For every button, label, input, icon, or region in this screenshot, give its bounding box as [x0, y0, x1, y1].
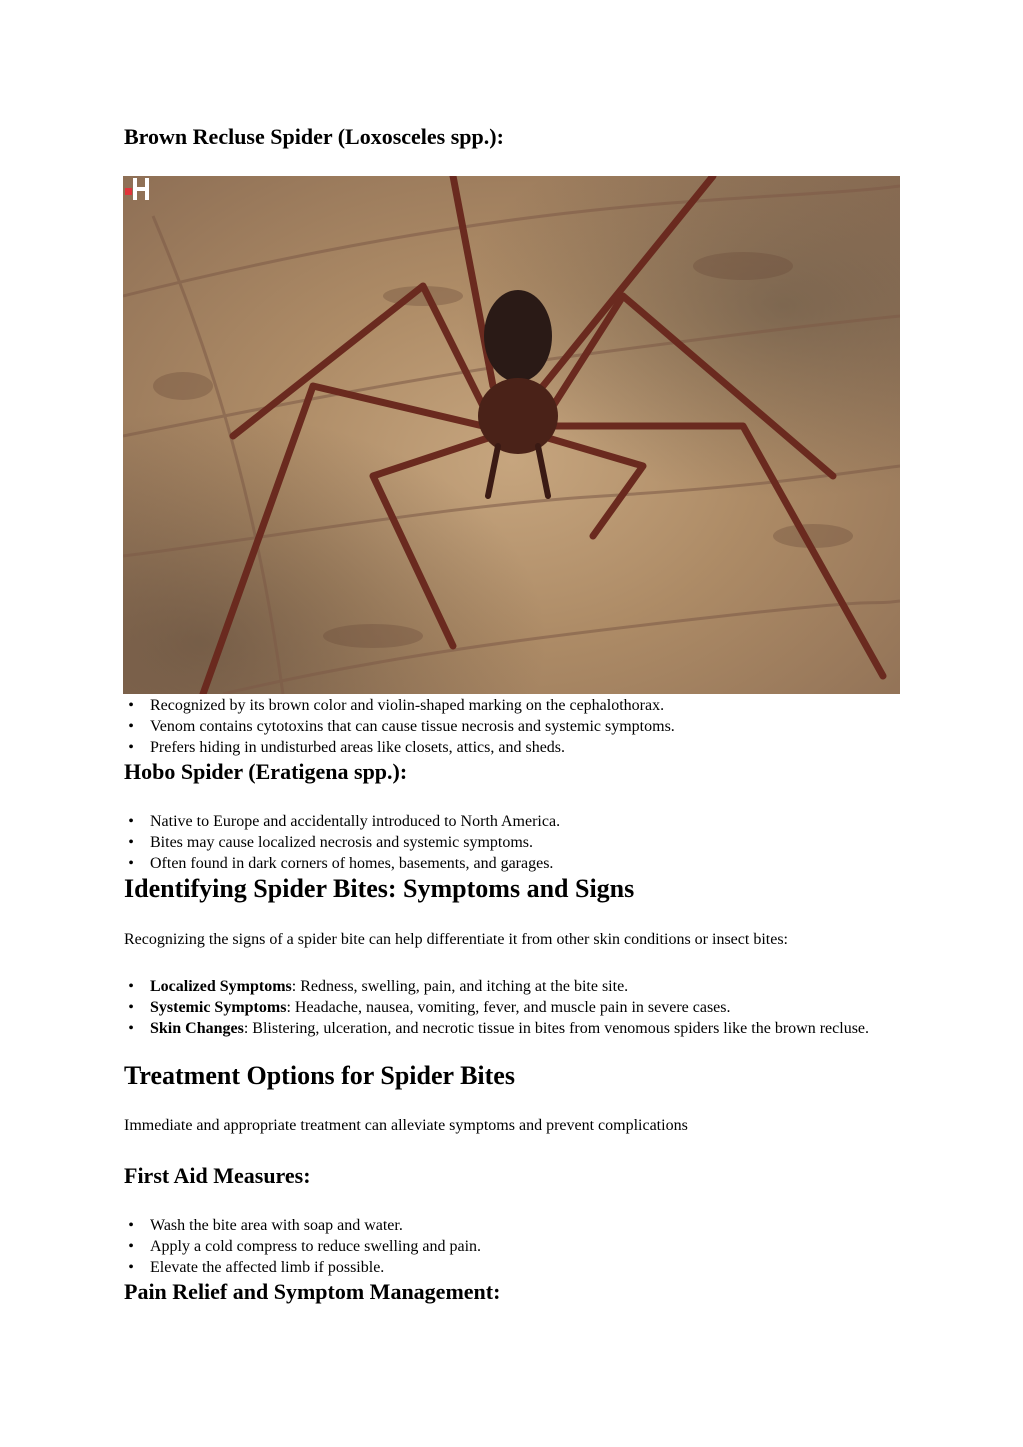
bullet-icon: • [128, 718, 134, 735]
symptoms-list [124, 976, 884, 1039]
bullet-icon: • [128, 1020, 134, 1037]
heading-treatment-options: Treatment Options for Spider Bites [124, 1061, 515, 1090]
list-item [124, 1236, 884, 1257]
bullet-icon: • [128, 834, 134, 851]
list-item-text: : Headache, nausea, vomiting, fever, and muscle pain in severe cases. [286, 999, 731, 1016]
list-item [124, 997, 884, 1018]
list-item-text: Elevate the affected limb if possible. [150, 1259, 385, 1276]
bullet-icon: • [128, 813, 134, 830]
bullet-icon: • [128, 1238, 134, 1255]
heading-identifying-bites: Identifying Spider Bites: Symptoms and Signs [124, 874, 635, 903]
list-item-text: Native to Europe and accidentally introduced to North America. [150, 813, 561, 830]
spider-illustration [123, 176, 900, 694]
bullet-icon: • [128, 999, 134, 1016]
list-item [124, 695, 884, 716]
list-item-text: : Blistering, ulceration, and necrotic tissue in bites from venomous spiders like the brown recluse. [243, 1020, 870, 1037]
bullet-icon: • [128, 697, 134, 714]
heading-first-aid: First Aid Measures: [124, 1163, 311, 1188]
heading-brown-recluse: Brown Recluse Spider (Loxosceles spp.): [124, 124, 504, 149]
heading-hobo-spider: Hobo Spider (Eratigena spp.): [124, 759, 408, 784]
heading-pain-relief: Pain Relief and Symptom Management: [124, 1279, 501, 1304]
list-item-text: Venom contains cytotoxins that can cause tissue necrosis and systemic symptoms. [150, 718, 675, 735]
list-item-text: Recognized by its brown color and violin-shaped marking on the cephalothorax. [150, 697, 665, 714]
list-item [124, 737, 884, 758]
identifying-intro: Recognizing the signs of a spider bite can help differentiate it from other skin conditions or insect bites: [124, 931, 788, 948]
list-item [124, 976, 884, 997]
hobo-spider-list [124, 811, 884, 874]
list-item [124, 832, 884, 853]
list-item-text: Apply a cold compress to reduce swelling and pain. [150, 1238, 482, 1255]
list-item-text: : Redness, swelling, pain, and itching at the bite site. [291, 978, 629, 995]
brown-recluse-list [124, 695, 884, 758]
list-item-text: Often found in dark corners of homes, basements, and garages. [150, 855, 554, 872]
bullet-icon: • [128, 978, 134, 995]
bullet-icon: • [128, 739, 134, 756]
list-item [124, 716, 884, 737]
list-item-text: Prefers hiding in undisturbed areas like closets, attics, and sheds. [150, 739, 566, 756]
treatment-intro: Immediate and appropriate treatment can alleviate symptoms and prevent complications [124, 1117, 688, 1134]
list-item-term: Systemic Symptoms [150, 999, 287, 1016]
list-item-term: Localized Symptoms [150, 978, 292, 995]
list-item [124, 853, 884, 874]
bullet-icon: • [128, 1217, 134, 1234]
list-item [124, 1257, 884, 1278]
list-item [124, 811, 884, 832]
list-item-text: Wash the bite area with soap and water. [150, 1217, 403, 1234]
list-item-term: Skin Changes [150, 1020, 244, 1037]
bullet-icon: • [128, 1259, 134, 1276]
logo-icon [123, 176, 153, 202]
list-item [124, 1018, 884, 1039]
brown-recluse-photo [123, 176, 900, 694]
bullet-icon: • [128, 855, 134, 872]
list-item [124, 1215, 884, 1236]
first-aid-list [124, 1215, 884, 1278]
list-item-text: Bites may cause localized necrosis and systemic symptoms. [150, 834, 534, 851]
